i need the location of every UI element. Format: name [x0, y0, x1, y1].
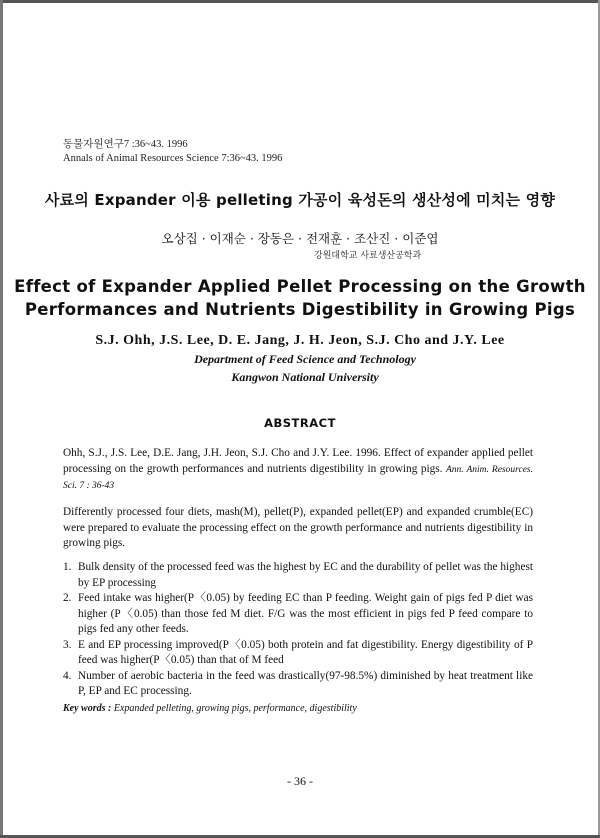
- findings-list: [63, 560, 533, 700]
- keywords-text: Expanded pelleting, growing pigs, performance, digestibility: [113, 703, 357, 714]
- abstract-heading: ABSTRACT: [264, 416, 336, 430]
- citation-text: Ohh, S.J., J.S. Lee, D.E. Jang, J.H. Jeon, S.J. Cho and J.Y. Lee. 1996. Effect of expander applied pellet processing on the growth performances and nutrients digestibility in growing pigs.: [63, 447, 533, 475]
- english-affiliation: [0, 350, 600, 386]
- list-item: [63, 560, 533, 591]
- scan-border-top: [0, 0, 600, 3]
- english-authors: S.J. Ohh, J.S. Lee, D. E. Jang, J. H. Jeon, S.J. Cho and J.Y. Lee: [95, 333, 505, 348]
- page-number: - 36 -: [287, 774, 313, 788]
- journal-korean-citation: 동물자원연구7 :36~43. 1996: [63, 139, 188, 150]
- english-title: [0, 275, 600, 321]
- list-item: [63, 669, 533, 700]
- journal-header: [63, 138, 282, 166]
- keywords-label: Key words :: [63, 703, 112, 714]
- korean-authors: 오상집 · 이재순 · 장동은 · 전재훈 · 조산진 · 이준엽: [161, 231, 439, 246]
- english-title-line1: Effect of Expander Applied Pellet Processing on the Growth: [14, 277, 586, 296]
- list-item-number: 3.: [63, 638, 72, 651]
- citation-journal: Ann. Anim. Resources. Sci. 7 : 36-43: [63, 464, 533, 491]
- korean-title: 사료의 Expander 이용 pelleting 가공이 육성돈의 생산성에 미치는 영향: [44, 191, 556, 209]
- list-item-number: 2.: [63, 592, 72, 604]
- list-item-number: 4.: [63, 669, 72, 682]
- abstract-citation: [63, 446, 533, 495]
- korean-affiliation: 강원대학교 사료생산공학과: [314, 251, 422, 261]
- list-item-text: Bulk density of the processed feed was the highest by EC and the durability of pellet was the highest by EP processing: [78, 561, 533, 589]
- list-item: [63, 638, 533, 669]
- university: Kangwon National University: [231, 370, 379, 384]
- list-item-text: E and EP processing improved(P〈0.05) both protein and fat digestibility. Energy digestibility of P feed was higher(P〈0.05) than that of M feed: [78, 638, 533, 666]
- journal-english-citation: Annals of Animal Resources Science 7:36~43. 1996: [63, 153, 283, 164]
- english-title-line2: Performances and Nutrients Digestibility in Growing Pigs: [24, 300, 576, 319]
- abstract-intro: Differently processed four diets, mash(M), pellet(P), expanded pellet(EP) and expanded crumble(EC) were prepared to evaluate the processing effect on the growth performance and nutrients digestibility in growing pigs.: [63, 506, 533, 549]
- list-item: [63, 591, 533, 638]
- list-item-text: Number of aerobic bacteria in the feed was drastically(97-98.5%) diminished by heat treatment like P, EP and EC processing.: [78, 669, 533, 697]
- list-item-number: 1.: [63, 561, 72, 573]
- list-item-text: Feed intake was higher(P〈0.05) by feeding EC than P feeding. Weight gain of pigs fed P diet was higher (P〈0.05) than those fed M diet. F/G was the most efficient in pigs fed P feed compare to pigs fed any other feeds.: [78, 592, 533, 635]
- keywords: [63, 703, 357, 714]
- department: Department of Feed Science and Technology: [194, 352, 416, 366]
